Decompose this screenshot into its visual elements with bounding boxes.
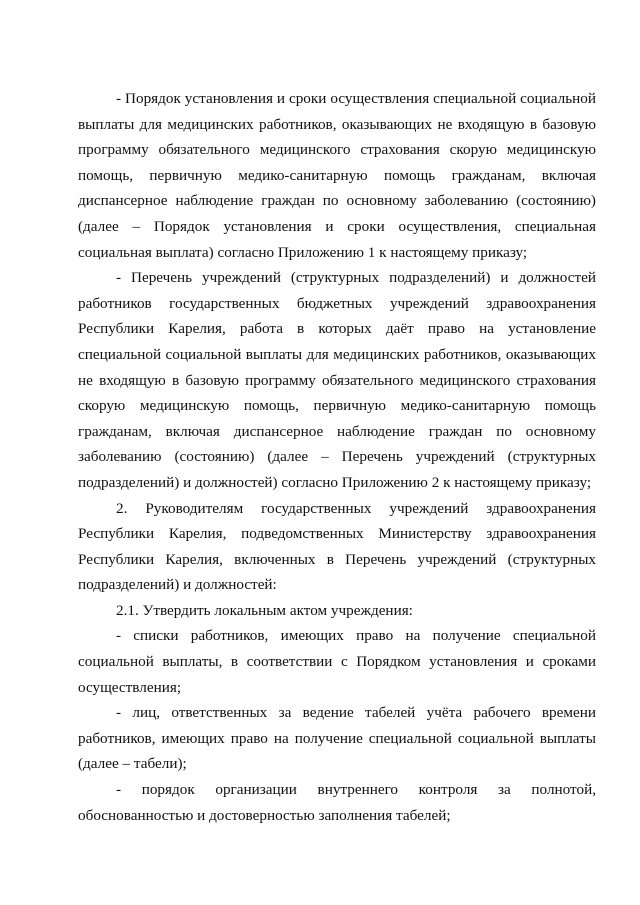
paragraph-procedure-item: - Порядок установления и сроки осуществления специальной социальной выплаты для медицинских работников, оказывающих не входящую в базовую программу обязательного медицинского страхования скорую медицинскую помощь, первичную медико-санитарную помощь гражданам, включая диспансерное наблюдение граждан по основному заболеванию (состоянию) (далее – Порядок установления и сроки осуществления, специальная социальная выплата) согласно Приложению 1 к настоящему приказу; [78,90,596,261]
paragraph-employee-lists: - списки работников, имеющих право на получение специальной социальной выплаты, в соответствии с Порядком установления и сроками осуществления; [78,627,596,696]
document-body [78,86,596,828]
paragraph-internal-control: - порядок организации внутреннего контроля за полнотой, обоснованностью и достоверностью заполнения табелей; [78,781,596,824]
paragraph-list-item: - Перечень учреждений (структурных подразделений) и должностей работников государственных бюджетных учреждений здравоохранения Республики Карелия, работа в которых даёт право на установление специальной социальной выплаты для медицинских работников, оказывающих не входящую в базовую программу обязательного медицинского страхования скорую медицинскую помощь, первичную медико-санитарную помощь гражданам, включая диспансерное наблюдение граждан по основному заболеванию (состоянию) (далее – Перечень учреждений (структурных подразделений) и должностей) согласно Приложению 2 к настоящему приказу; [78,269,596,491]
paragraph-responsible-persons: - лиц, ответственных за ведение табелей учёта рабочего времени работников, имеющих право на получение специальной социальной выплаты (далее – табели); [78,704,596,773]
paragraph-point-2-1: 2.1. Утвердить локальным актом учреждения: [116,601,413,619]
paragraph-point-2: 2. Руководителям государственных учреждений здравоохранения Республики Карелия, подведомственных Министерству здравоохранения Республики Карелия, включенных в Перечень учреждений (структурных подразделений) и должностей: [78,499,596,594]
